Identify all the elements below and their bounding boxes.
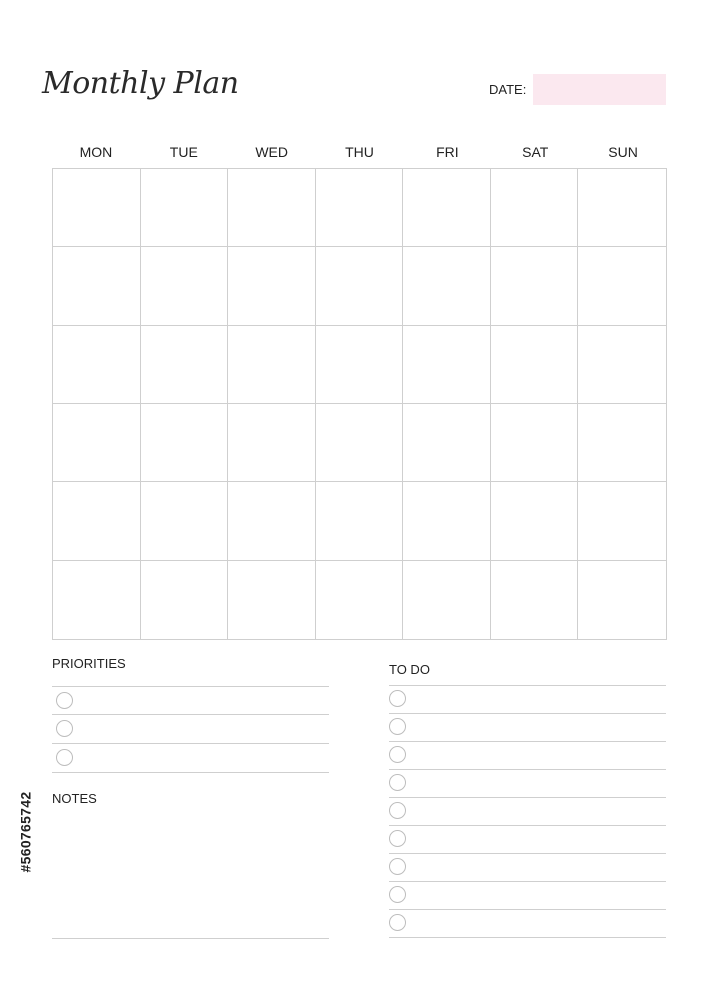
calendar-day-cell[interactable] — [491, 169, 579, 247]
todo-line — [389, 769, 666, 770]
todo-line — [389, 881, 666, 882]
calendar-day-cell[interactable] — [578, 561, 666, 639]
calendar-day-cell[interactable] — [53, 326, 141, 404]
calendar-day-cell[interactable] — [403, 482, 491, 560]
todo-line — [389, 853, 666, 854]
todo-line — [389, 797, 666, 798]
priority-line — [52, 743, 329, 744]
todo-checkbox-icon[interactable] — [389, 718, 406, 735]
priorities-label: PRIORITIES — [52, 656, 126, 671]
calendar-day-cell[interactable] — [403, 326, 491, 404]
todo-line — [389, 713, 666, 714]
notes-bottom-line — [52, 938, 329, 939]
calendar-day-cell[interactable] — [141, 482, 229, 560]
todo-checkbox-icon[interactable] — [389, 886, 406, 903]
calendar-day-cell[interactable] — [403, 404, 491, 482]
priority-line — [52, 714, 329, 715]
todo-checkbox-icon[interactable] — [389, 914, 406, 931]
todo-line — [389, 909, 666, 910]
weekday-thu: THU — [345, 144, 374, 160]
calendar-grid — [52, 168, 667, 640]
priority-line — [52, 772, 329, 773]
calendar-day-cell[interactable] — [141, 326, 229, 404]
calendar-day-cell[interactable] — [316, 247, 404, 325]
weekday-sat: SAT — [522, 144, 549, 160]
calendar-day-cell[interactable] — [316, 482, 404, 560]
page-title: Monthly Plan — [42, 66, 239, 101]
calendar-day-cell[interactable] — [403, 561, 491, 639]
weekday-header — [52, 144, 667, 160]
todo-line — [389, 937, 666, 938]
calendar-day-cell[interactable] — [228, 169, 316, 247]
calendar-day-cell[interactable] — [491, 326, 579, 404]
calendar-day-cell[interactable] — [403, 169, 491, 247]
calendar-day-cell[interactable] — [228, 247, 316, 325]
calendar-day-cell[interactable] — [316, 326, 404, 404]
todo-label: TO DO — [389, 662, 430, 677]
weekday-wed: WED — [255, 144, 288, 160]
priority-checkbox-icon[interactable] — [56, 692, 73, 709]
calendar-day-cell[interactable] — [53, 561, 141, 639]
date-label: DATE: — [489, 82, 527, 97]
weekday-mon: MON — [79, 144, 113, 160]
calendar-day-cell[interactable] — [316, 169, 404, 247]
todo-checkbox-icon[interactable] — [389, 690, 406, 707]
notes-label: NOTES — [52, 791, 97, 806]
todo-divider — [389, 685, 666, 686]
stock-id-text: #560765742 — [17, 791, 33, 873]
calendar-day-cell[interactable] — [316, 404, 404, 482]
calendar-day-cell[interactable] — [141, 561, 229, 639]
todo-checkbox-icon[interactable] — [389, 858, 406, 875]
calendar-day-cell[interactable] — [141, 169, 229, 247]
todo-checkbox-icon[interactable] — [389, 802, 406, 819]
todo-checkbox-icon[interactable] — [389, 746, 406, 763]
calendar-day-cell[interactable] — [228, 404, 316, 482]
calendar-day-cell[interactable] — [578, 482, 666, 560]
calendar-day-cell[interactable] — [53, 482, 141, 560]
calendar-day-cell[interactable] — [316, 561, 404, 639]
calendar-day-cell[interactable] — [141, 404, 229, 482]
calendar-day-cell[interactable] — [491, 561, 579, 639]
calendar-day-cell[interactable] — [578, 326, 666, 404]
weekday-sun: SUN — [608, 144, 638, 160]
date-field[interactable] — [533, 74, 666, 105]
calendar-day-cell[interactable] — [491, 404, 579, 482]
calendar-day-cell[interactable] — [53, 169, 141, 247]
calendar-day-cell[interactable] — [578, 169, 666, 247]
calendar-day-cell[interactable] — [403, 247, 491, 325]
calendar-day-cell[interactable] — [491, 247, 579, 325]
calendar-day-cell[interactable] — [228, 482, 316, 560]
calendar-day-cell[interactable] — [491, 482, 579, 560]
stock-id-watermark — [14, 762, 36, 902]
calendar-day-cell[interactable] — [228, 326, 316, 404]
calendar-day-cell[interactable] — [578, 247, 666, 325]
calendar-day-cell[interactable] — [53, 404, 141, 482]
todo-line — [389, 825, 666, 826]
priorities-divider — [52, 686, 329, 687]
priority-checkbox-icon[interactable] — [56, 749, 73, 766]
calendar-day-cell[interactable] — [141, 247, 229, 325]
weekday-tue: TUE — [169, 144, 198, 160]
calendar-day-cell[interactable] — [578, 404, 666, 482]
todo-checkbox-icon[interactable] — [389, 774, 406, 791]
todo-checkbox-icon[interactable] — [389, 830, 406, 847]
notes-area[interactable] — [52, 810, 329, 936]
priority-checkbox-icon[interactable] — [56, 720, 73, 737]
calendar-day-cell[interactable] — [53, 247, 141, 325]
todo-line — [389, 741, 666, 742]
weekday-fri: FRI — [436, 144, 459, 160]
calendar-day-cell[interactable] — [228, 561, 316, 639]
